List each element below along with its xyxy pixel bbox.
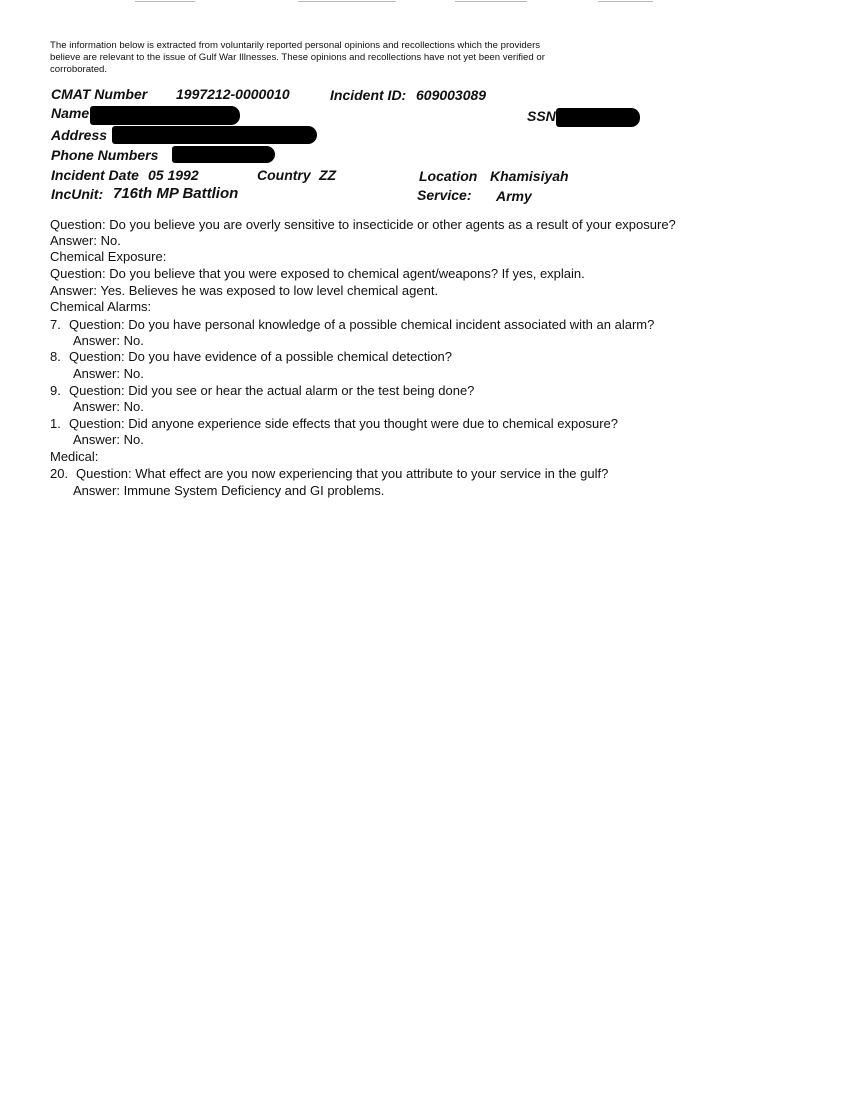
location-value: Khamisiyah [490,168,569,184]
ssn-label: SSN [527,108,556,124]
name-label: Name [51,105,90,121]
incident-date-value: 05 1992 [148,167,199,183]
location-label: Location [419,168,478,184]
answer-exposed: Answer: Yes. Believes he was exposed to low level chemical agent. [50,283,439,298]
item-answer: Answer: Immune System Deficiency and GI problems. [73,483,385,498]
item-number: 9. [50,383,61,398]
section-chemical-exposure: Chemical Exposure: [50,249,167,264]
section-medical: Medical: [50,449,99,464]
item-answer: Answer: No. [73,399,144,414]
incident-id-label: Incident ID: [330,87,407,103]
scan-line [455,1,527,2]
item-question: Question: Did you see or hear the actual alarm or the test being done? [69,383,475,398]
question-insecticide: Question: Do you believe you are overly sensitive to insecticide or other agents as a result of your exposure? [50,217,676,232]
disclaimer: The information below is extracted from voluntarily reported personal opinions and recollections which the providers believe are relevant to the issue of Gulf War Illnesses. These opinions and recollections have not yet been verified or corroborated. [50,40,545,75]
cmat-number-label: CMAT Number [51,86,148,102]
item-number: 7. [50,317,61,332]
phone-numbers-label: Phone Numbers [51,147,159,163]
inc-unit-label: IncUnit: [51,186,104,202]
item-number: 1. [50,416,61,431]
item-number: 8. [50,349,61,364]
address-label: Address [51,127,108,143]
item-question: Question: What effect are you now experiencing that you attribute to your service in the gulf? [76,466,609,481]
phone-redaction [172,146,275,163]
service-label: Service: [417,187,472,203]
incident-id-value: 609003089 [416,87,487,103]
ssn-redaction [556,108,640,127]
question-exposed: Question: Do you believe that you were exposed to chemical agent/weapons? If yes, explain. [50,266,585,281]
service-value: Army [496,188,532,204]
item-answer: Answer: No. [73,366,144,381]
address-redaction [112,126,317,144]
scan-line [135,1,195,2]
section-chemical-alarms: Chemical Alarms: [50,299,152,314]
scan-line [298,1,396,2]
incident-date-label: Incident Date [51,167,139,183]
item-answer: Answer: No. [73,333,144,348]
scan-line [598,1,653,2]
item-question: Question: Do you have personal knowledge of a possible chemical incident associated with an alarm? [69,317,655,332]
answer-insecticide: Answer: No. [50,233,121,248]
item-answer: Answer: No. [73,432,144,447]
item-number: 20. [50,466,69,481]
item-question: Question: Did anyone experience side effects that you thought were due to chemical exposure? [69,416,618,431]
cmat-number-value: 1997212-0000010 [176,86,290,102]
country-value: ZZ [319,167,337,183]
inc-unit-value: 716th MP Battlion [113,185,239,202]
item-question: Question: Do you have evidence of a possible chemical detection? [69,349,453,364]
country-label: Country [257,167,311,183]
name-redaction [90,106,240,125]
